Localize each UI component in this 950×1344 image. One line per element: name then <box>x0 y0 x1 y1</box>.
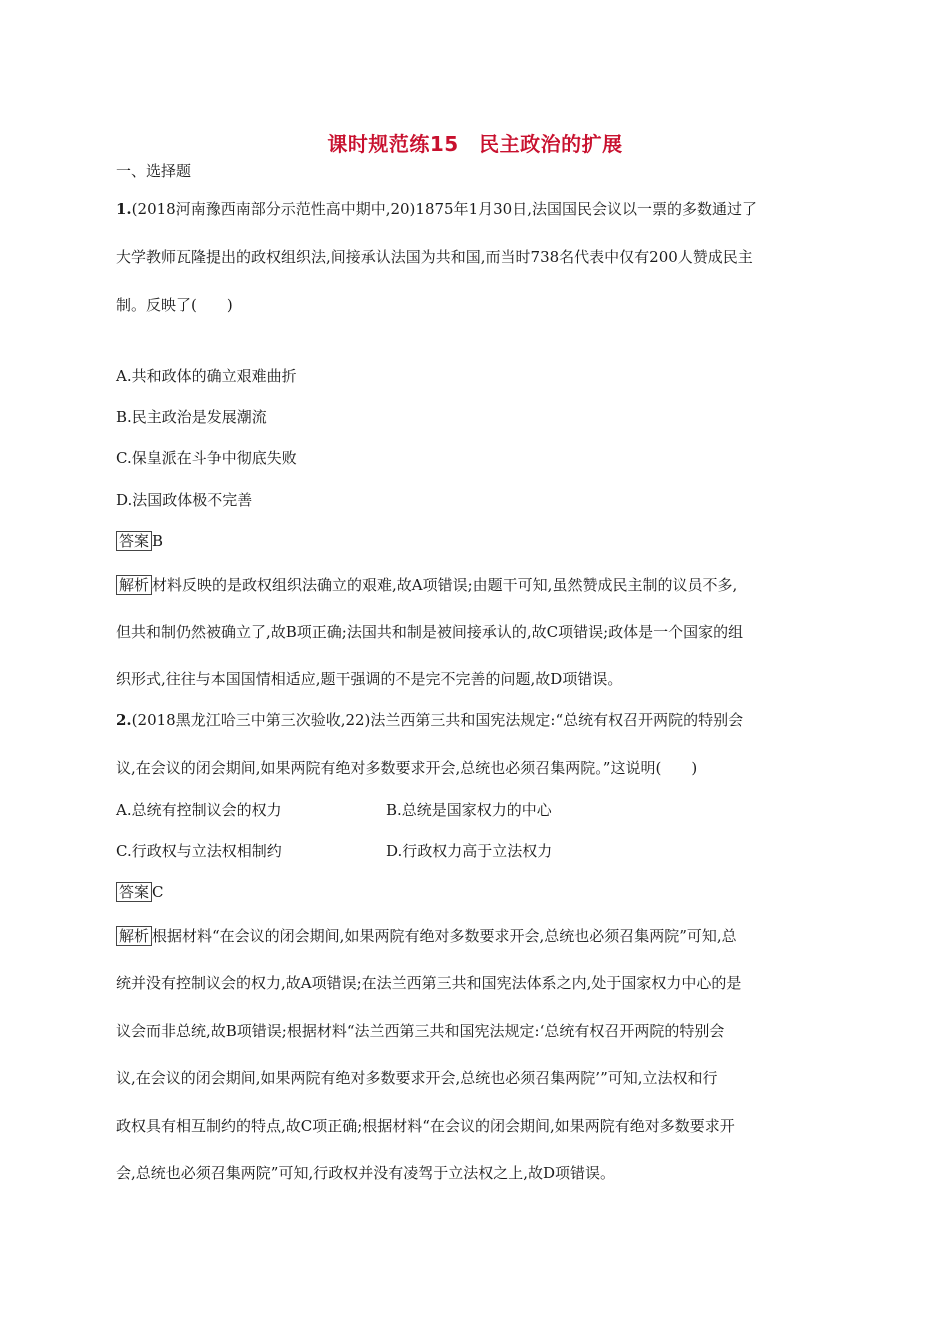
analysis-tag: 解析 <box>116 575 152 595</box>
q1-analysis-text: 材料反映的是政权组织法确立的艰难,故A项错误;由题干可知,虽然赞成民主制的议员不多, <box>152 576 738 594</box>
q1-stem-line: 制。反映了( ) <box>116 296 233 314</box>
q2-analysis-line-1 <box>116 925 737 947</box>
q2-answer-value: C <box>152 883 164 901</box>
q2-option-b: B.总统是国家权力的中心 <box>386 801 552 819</box>
q2-answer <box>116 881 164 903</box>
q2-stem-line: (2018黑龙江哈三中第三次验收,22)法兰西第三共和国宪法规定:“总统有权召开两院的特别会 <box>131 711 744 729</box>
q2-analysis-text: 统并没有控制议会的权力,故A项错误;在法兰西第三共和国宪法体系之内,处于国家权力中心的是 <box>116 974 742 992</box>
q1-answer-value: B <box>152 532 164 550</box>
q1-option-d: D.法国政体极不完善 <box>116 491 253 509</box>
answer-tag: 答案 <box>116 882 152 902</box>
q2-analysis-text: 会,总统也必须召集两院”可知,行政权并没有凌驾于立法权之上,故D项错误。 <box>116 1164 616 1182</box>
q1-analysis-line-1 <box>116 574 737 596</box>
q1-option-c: C.保皇派在斗争中彻底失败 <box>116 449 297 467</box>
section-heading: 一、选择题 <box>116 162 192 180</box>
q1-analysis-text: 但共和制仍然被确立了,故B项正确;法国共和制是被间接承认的,故C项错误;政体是一个国家的组 <box>116 623 744 641</box>
q2-option-c: C.行政权与立法权相制约 <box>116 842 282 860</box>
q2-number: 2. <box>116 711 132 729</box>
q2-analysis-text: 议会而非总统,故B项错误;根据材料“法兰西第三共和国宪法规定:‘总统有权召开两院的特别会 <box>116 1022 725 1040</box>
q1-stem-line: 大学教师瓦隆提出的政权组织法,间接承认法国为共和国,而当时738名代表中仅有200人赞成民主 <box>116 248 753 266</box>
analysis-tag: 解析 <box>116 926 152 946</box>
q1-stem-line: (2018河南豫西南部分示范性高中期中,20)1875年1月30日,法国国民会议以一票的多数通过了 <box>131 200 757 218</box>
q2-analysis-text: 根据材料“在会议的闭会期间,如果两院有绝对多数要求开会,总统也必须召集两院”可知,总 <box>152 927 737 945</box>
q2-analysis-text: 政权具有相互制约的特点,故C项正确;根据材料“在会议的闭会期间,如果两院有绝对多数要求开 <box>116 1117 735 1135</box>
q1-number: 1. <box>116 200 132 218</box>
answer-tag: 答案 <box>116 531 152 551</box>
q1-option-a: A.共和政体的确立艰难曲折 <box>116 367 297 385</box>
q1-answer <box>116 530 163 552</box>
q2-options-row-1 <box>116 799 552 821</box>
q1-option-b: B.民主政治是发展潮流 <box>116 408 267 426</box>
q1-analysis-text: 织形式,往往与本国国情相适应,题干强调的不是完不完善的问题,故D项错误。 <box>116 670 623 688</box>
q2-options-row-2 <box>116 840 552 862</box>
q2-option-a: A.总统有控制议会的权力 <box>116 801 282 819</box>
q2-analysis-text: 议,在会议的闭会期间,如果两院有绝对多数要求开会,总统也必须召集两院’”可知,立法权和行 <box>116 1069 718 1087</box>
q2-option-d: D.行政权力高于立法权力 <box>386 842 553 860</box>
q2-line-1 <box>116 709 743 731</box>
q2-stem-line: 议,在会议的闭会期间,如果两院有绝对多数要求开会,总统也必须召集两院。”这说明( ) <box>116 759 698 777</box>
page-title: 课时规范练15 民主政治的扩展 <box>327 132 623 156</box>
q1-line-1 <box>116 198 757 220</box>
